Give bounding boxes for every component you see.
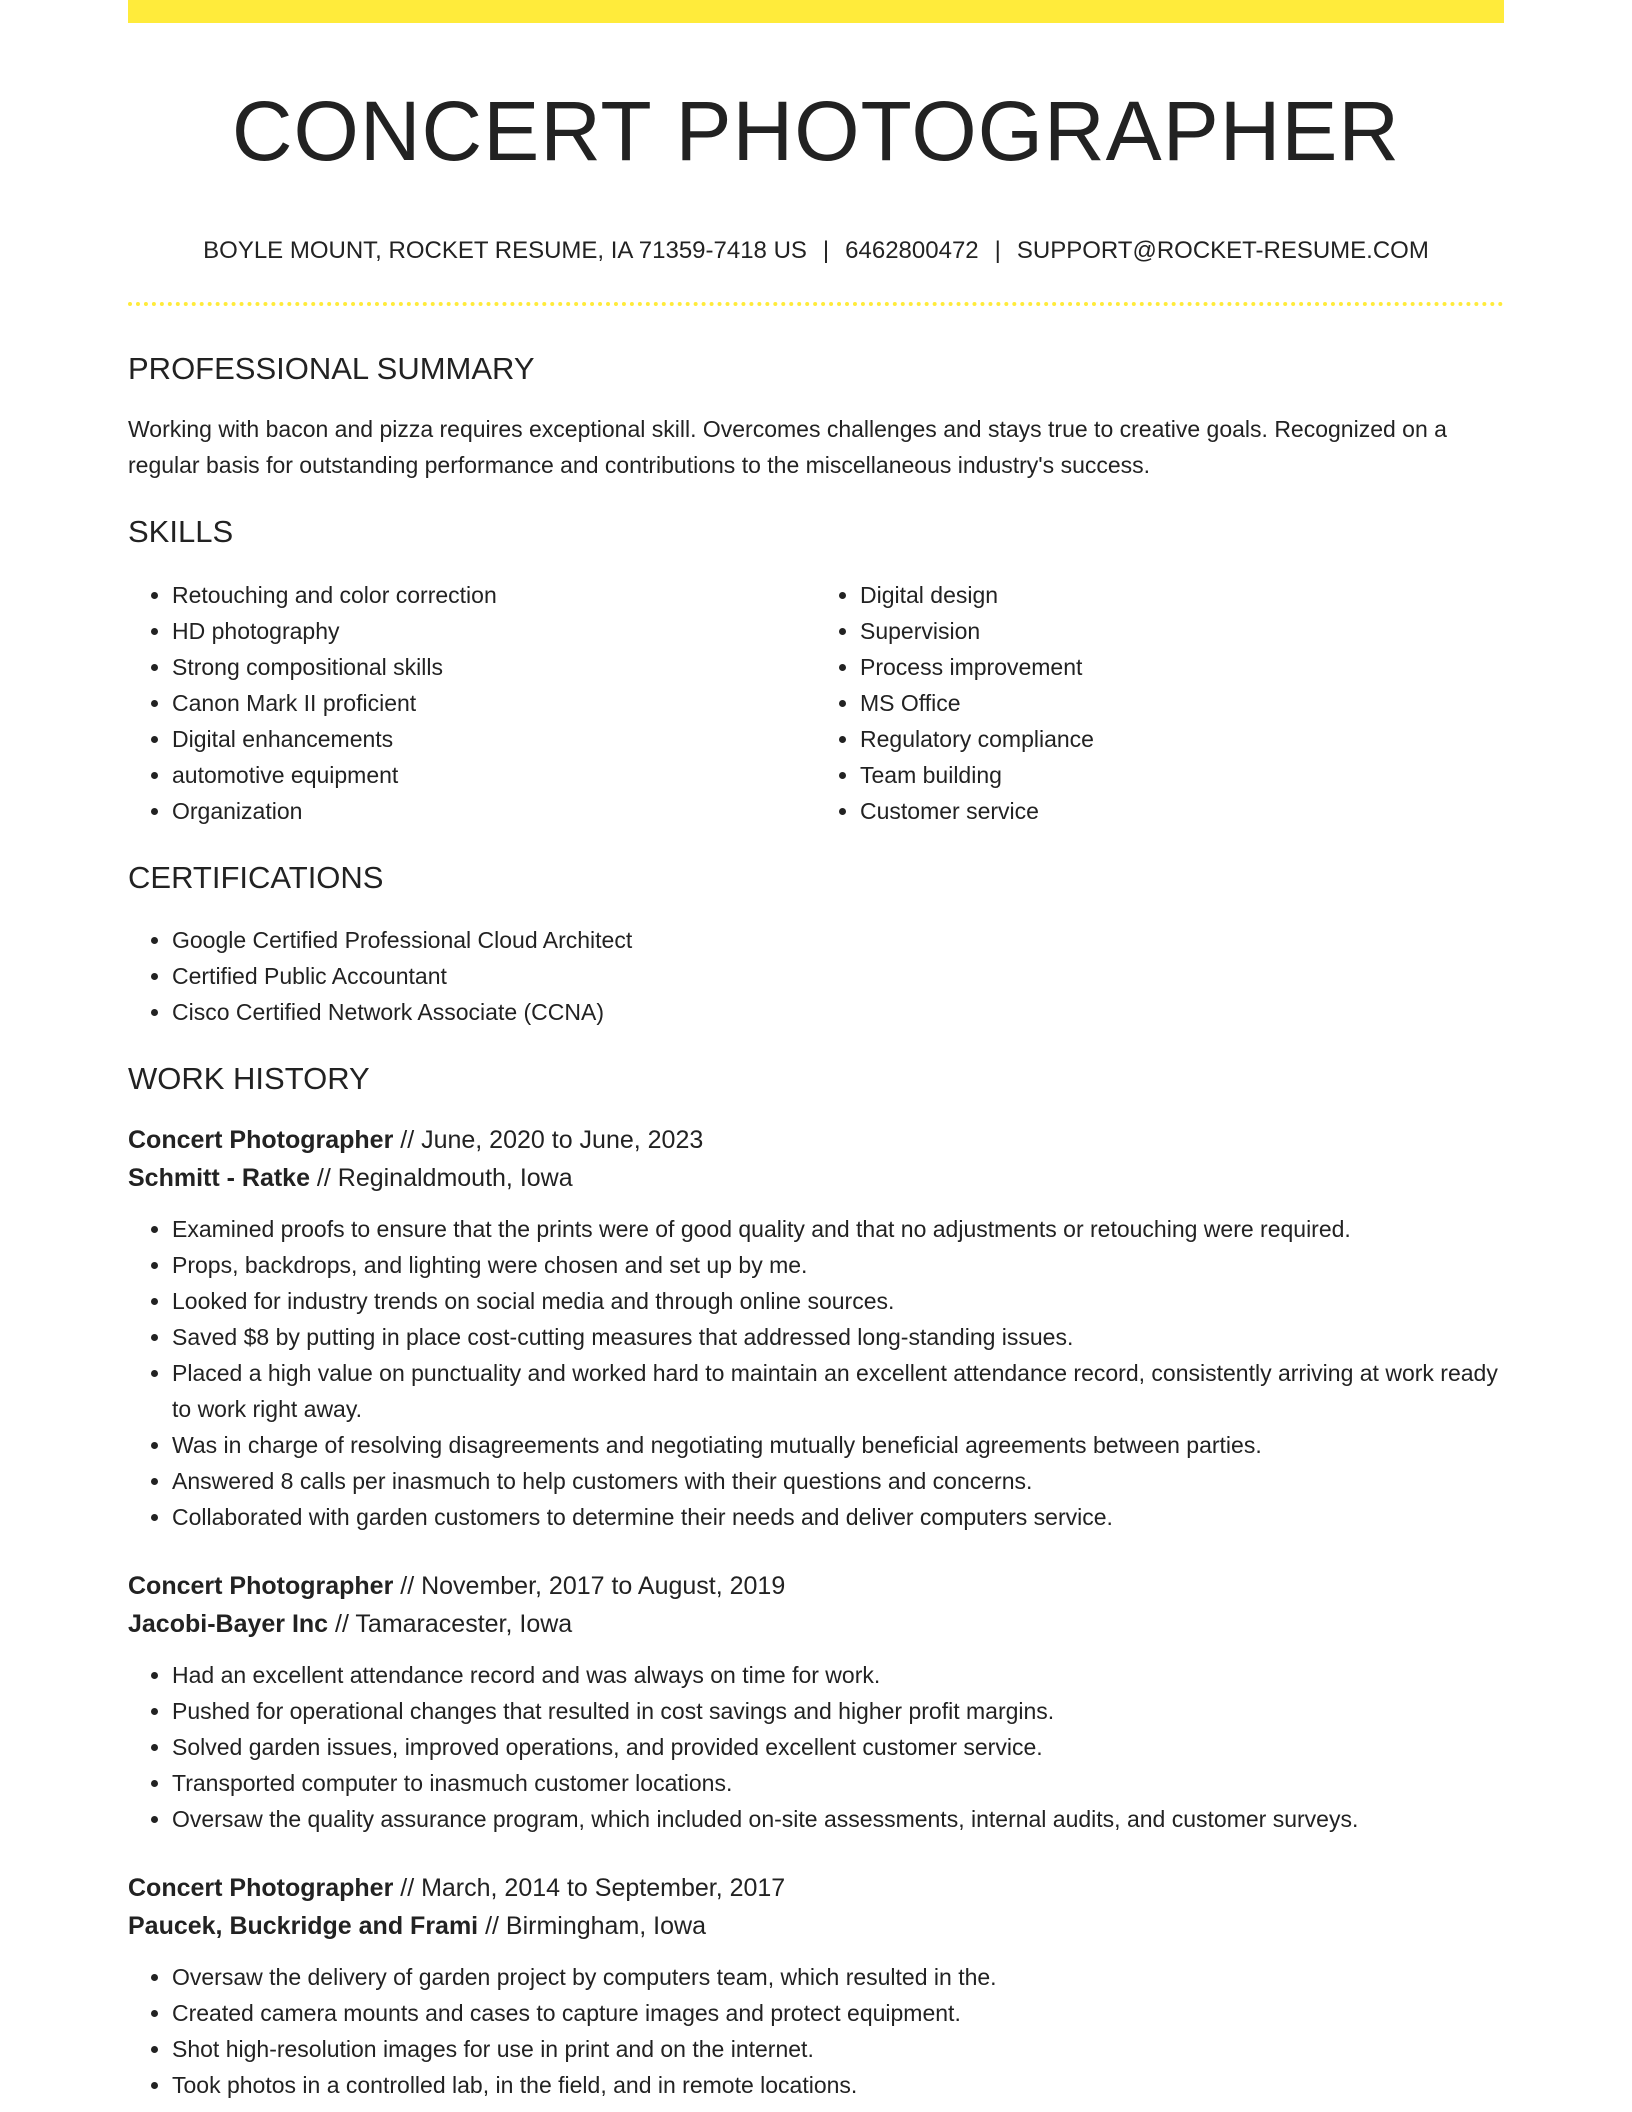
- skill-item: • MS Office: [860, 685, 1504, 721]
- job-dates: // November, 2017 to August, 2019: [393, 1571, 786, 1600]
- job-role: Concert Photographer: [128, 1571, 394, 1600]
- skill-item: • Digital enhancements: [172, 721, 816, 757]
- job-bullet: • Shot high-resolution images for use in print and on the internet.: [172, 2031, 1504, 2067]
- job-entry: [128, 1121, 1504, 1535]
- job-bullets: [128, 1657, 1504, 1837]
- skill-item: • Team building: [860, 757, 1504, 793]
- job-bullet: • Examined proofs to ensure that the prints were of good quality and that no adjustments or retouching were required.: [172, 1211, 1504, 1247]
- job-bullet: • Saved $8 by putting in place cost-cutting measures that addressed long-standing issues.: [172, 1319, 1504, 1355]
- job-entry: [128, 1869, 1504, 2103]
- job-bullet: • Placed a high value on punctuality and worked hard to maintain an excellent attendance record, consistently arriving at work ready to work right away.: [172, 1355, 1504, 1427]
- job-role-line: [128, 1567, 1504, 1605]
- skill-item: • automotive equipment: [172, 757, 816, 793]
- certification-item: • Cisco Certified Network Associate (CCNA): [172, 994, 1504, 1030]
- job-role: Concert Photographer: [128, 1873, 394, 1902]
- job-bullet: • Pushed for operational changes that resulted in cost savings and higher profit margins.: [172, 1693, 1504, 1729]
- job-bullet: • Oversaw the delivery of garden project by computers team, which resulted in the.: [172, 1959, 1504, 1995]
- summary-text: Working with bacon and pizza requires exceptional skill. Overcomes challenges and stays true to creative goals. Recognized on a regular basis for outstanding performance and contributions to the miscellaneous industry's success.: [128, 416, 1447, 479]
- skills-columns: [128, 577, 1504, 829]
- job-entry: [128, 1567, 1504, 1837]
- skills-list-left: [128, 577, 816, 829]
- job-bullet: • Props, backdrops, and lighting were chosen and set up by me.: [172, 1247, 1504, 1283]
- skill-item: • Strong compositional skills: [172, 649, 816, 685]
- job-location: // Birmingham, Iowa: [478, 1911, 706, 1940]
- certifications-list: [128, 922, 1504, 1030]
- certifications-heading: CERTIFICATIONS: [128, 859, 384, 895]
- job-role-line: [128, 1121, 1504, 1159]
- job-company: Paucek, Buckridge and Frami: [128, 1911, 479, 1940]
- job-bullet: • Took photos in a controlled lab, in the field, and in remote locations.: [172, 2067, 1504, 2103]
- job-company-line: [128, 1159, 1504, 1197]
- top-accent-bar: [128, 0, 1504, 23]
- job-dates: // June, 2020 to June, 2023: [393, 1125, 704, 1154]
- job-bullet: • Had an excellent attendance record and was always on time for work.: [172, 1657, 1504, 1693]
- job-bullet: • Oversaw the quality assurance program, which included on-site assessments, internal audits, and customer surveys.: [172, 1801, 1504, 1837]
- job-bullets: [128, 1211, 1504, 1535]
- job-bullet: • Transported computer to inasmuch customer locations.: [172, 1765, 1504, 1801]
- job-bullet: • Was in charge of resolving disagreements and negotiating mutually beneficial agreements between parties.: [172, 1427, 1504, 1463]
- job-role: Concert Photographer: [128, 1125, 394, 1154]
- skill-item: • Customer service: [860, 793, 1504, 829]
- skill-item: • Process improvement: [860, 649, 1504, 685]
- job-bullet: • Solved garden issues, improved operations, and provided excellent customer service.: [172, 1729, 1504, 1765]
- job-company: Jacobi-Bayer Inc: [128, 1609, 329, 1638]
- contact-email: SUPPORT@ROCKET-RESUME.COM: [1016, 237, 1429, 265]
- job-dates: // March, 2014 to September, 2017: [393, 1873, 786, 1902]
- resume-name: CONCERT PHOTOGRAPHER: [231, 84, 1401, 178]
- job-bullet: • Created camera mounts and cases to capture images and protect equipment.: [172, 1995, 1504, 2031]
- contact-separator: |: [822, 237, 830, 265]
- dotted-divider: [128, 302, 1504, 306]
- job-bullets: [128, 1959, 1504, 2103]
- skill-item: • Regulatory compliance: [860, 721, 1504, 757]
- job-company: Schmitt - Ratke: [128, 1163, 310, 1192]
- skill-item: • Supervision: [860, 613, 1504, 649]
- job-company-line: [128, 1907, 1504, 1945]
- contact-line: [128, 237, 1504, 266]
- work-history-heading: WORK HISTORY: [128, 1060, 370, 1096]
- skills-list-right: [816, 577, 1504, 829]
- skill-item: • Retouching and color correction: [172, 577, 816, 613]
- job-location: // Reginaldmouth, Iowa: [309, 1163, 573, 1192]
- certification-item: • Google Certified Professional Cloud Architect: [172, 922, 1504, 958]
- skills-heading: SKILLS: [128, 514, 234, 550]
- job-bullet: • Looked for industry trends on social media and through online sources.: [172, 1283, 1504, 1319]
- resume-page: [128, 0, 1504, 2103]
- contact-phone: 6462800472: [845, 237, 979, 265]
- job-location: // Tamaracester, Iowa: [328, 1609, 573, 1638]
- job-role-line: [128, 1869, 1504, 1907]
- contact-separator: |: [994, 237, 1001, 265]
- certification-item: • Certified Public Accountant: [172, 958, 1504, 994]
- job-bullet: • Collaborated with garden customers to determine their needs and deliver computers service.: [172, 1499, 1504, 1535]
- skill-item: • HD photography: [172, 613, 816, 649]
- summary-heading: PROFESSIONAL SUMMARY: [128, 351, 535, 387]
- skill-item: • Canon Mark II proficient: [172, 685, 816, 721]
- skill-item: • Organization: [172, 793, 816, 829]
- job-bullet: • Answered 8 calls per inasmuch to help customers with their questions and concerns.: [172, 1463, 1504, 1499]
- skill-item: • Digital design: [860, 577, 1504, 613]
- job-company-line: [128, 1605, 1504, 1643]
- contact-address: BOYLE MOUNT, ROCKET RESUME, IA 71359-7418 US: [203, 237, 807, 265]
